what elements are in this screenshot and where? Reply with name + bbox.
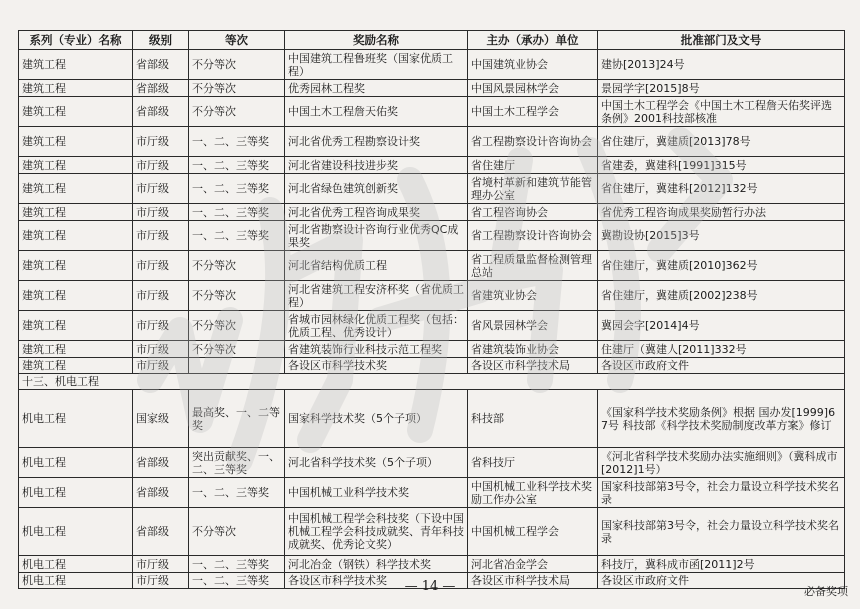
- cell-level: 市厅级: [133, 127, 189, 157]
- cell-organizer: 省住建厅: [468, 157, 598, 174]
- cell-organizer: 省工程勘察设计咨询协会: [468, 127, 598, 157]
- cell-approval: 国家科技部第3号令，社会力量设立科学技术奖名录: [598, 508, 845, 556]
- cell-award-name: 河北冶金（钢铁）科学技术奖: [285, 556, 468, 573]
- cell-level: 市厅级: [133, 174, 189, 204]
- cell-award-name: 中国建筑工程鲁班奖（国家优质工程）: [285, 50, 468, 80]
- cell-approval: 《国家科学技术奖励条例》根据 国办发[1999]67号 科技部《科学技术奖励制度改革方案》修订: [598, 390, 845, 448]
- cell-series: 建筑工程: [19, 251, 133, 281]
- page-number: — 14 —: [404, 579, 456, 594]
- cell-approval: 各设区市政府文件: [598, 358, 845, 374]
- cell-series: 建筑工程: [19, 204, 133, 221]
- cell-organizer: 中国风景园林学会: [468, 80, 598, 97]
- cell-series: 机电工程: [19, 478, 133, 508]
- cell-approval: 省住建厅，冀建科[2012]132号: [598, 174, 845, 204]
- cell-organizer: 省建筑装饰业协会: [468, 341, 598, 358]
- cell-series: 建筑工程: [19, 281, 133, 311]
- cell-award-name: 河北省建筑工程安济杯奖（省优质工程）: [285, 281, 468, 311]
- cell-award-name: 河北省建设科技进步奖: [285, 157, 468, 174]
- cell-series: 建筑工程: [19, 174, 133, 204]
- cell-level: 市厅级: [133, 157, 189, 174]
- cell-series: 机电工程: [19, 448, 133, 478]
- cell-organizer: 中国机械工业科学技术奖励工作办公室: [468, 478, 598, 508]
- cell-award-name: 国家科学技术奖（5个子项）: [285, 390, 468, 448]
- cell-approval: 冀勘设协[2015]3号: [598, 221, 845, 251]
- cell-series: 建筑工程: [19, 157, 133, 174]
- cell-organizer: 科技部: [468, 390, 598, 448]
- cell-level: 国家级: [133, 390, 189, 448]
- cell-grade: 一、二、三等奖: [189, 221, 285, 251]
- cell-approval: 冀园会字[2014]4号: [598, 311, 845, 341]
- cell-grade: 不分等次: [189, 508, 285, 556]
- cell-organizer: 各设区市科学技术局: [468, 573, 598, 589]
- cell-organizer: 河北省冶金学会: [468, 556, 598, 573]
- cell-award-name: 各设区市科学技术奖: [285, 358, 468, 374]
- cell-award-name: 河北省优秀工程咨询成果奖: [285, 204, 468, 221]
- table-body: [19, 50, 845, 589]
- cell-organizer: 中国土木工程学会: [468, 97, 598, 127]
- cell-series: 建筑工程: [19, 97, 133, 127]
- table-row: [19, 157, 845, 174]
- cell-series: 机电工程: [19, 390, 133, 448]
- cell-grade: 不分等次: [189, 97, 285, 127]
- cell-award-name: 各设区市科学技术奖: [285, 573, 468, 589]
- cell-series: 建筑工程: [19, 311, 133, 341]
- cell-organizer: 省建筑业协会: [468, 281, 598, 311]
- cell-grade: 一、二、三等奖: [189, 157, 285, 174]
- cell-approval: 《河北省科学技术奖励办法实施细则》（冀科成市[2012]1号）: [598, 448, 845, 478]
- cell-series: 建筑工程: [19, 50, 133, 80]
- table-row: [19, 358, 845, 374]
- cell-organizer: 省工程质量监督检测管理总站: [468, 251, 598, 281]
- cell-organizer: 中国建筑业协会: [468, 50, 598, 80]
- cell-organizer: 中国机械工程学会: [468, 508, 598, 556]
- cell-grade: [189, 358, 285, 374]
- cell-award-name: 河北省科学技术奖（5个子项）: [285, 448, 468, 478]
- corner-label: 必备奖项: [804, 585, 848, 598]
- cell-series: 建筑工程: [19, 127, 133, 157]
- cell-award-name: 河北省结构优质工程: [285, 251, 468, 281]
- table-row: [19, 251, 845, 281]
- cell-organizer: 省风景园林学会: [468, 311, 598, 341]
- cell-grade: 不分等次: [189, 281, 285, 311]
- cell-level: 市厅级: [133, 281, 189, 311]
- cell-approval: 建协[2013]24号: [598, 50, 845, 80]
- cell-series: 机电工程: [19, 556, 133, 573]
- cell-approval: 国家科技部第3号令，社会力量设立科学技术奖名录: [598, 478, 845, 508]
- header-level: 级别: [133, 31, 189, 50]
- cell-level: 市厅级: [133, 341, 189, 358]
- cell-approval: 景园学字[2015]8号: [598, 80, 845, 97]
- table-row: [19, 204, 845, 221]
- table-row: [19, 478, 845, 508]
- cell-approval: 省建委，冀建科[1991]315号: [598, 157, 845, 174]
- header-grade: 等次: [189, 31, 285, 50]
- cell-award-name: 河北省绿色建筑创新奖: [285, 174, 468, 204]
- cell-series: 建筑工程: [19, 341, 133, 358]
- cell-level: 市厅级: [133, 573, 189, 589]
- cell-organizer: 省科技厅: [468, 448, 598, 478]
- awards-table-container: [18, 30, 844, 589]
- cell-award-name: 省城市园林绿化优质工程奖（包括：优质工程、优秀设计）: [285, 311, 468, 341]
- table-row: [19, 174, 845, 204]
- table-row: [19, 50, 845, 80]
- cell-level: 省部级: [133, 478, 189, 508]
- cell-grade: 一、二、三等奖: [189, 174, 285, 204]
- cell-organizer: 各设区市科学技术局: [468, 358, 598, 374]
- cell-level: 市厅级: [133, 251, 189, 281]
- cell-grade: 不分等次: [189, 311, 285, 341]
- cell-level: 市厅级: [133, 221, 189, 251]
- cell-level: 省部级: [133, 448, 189, 478]
- cell-grade: 一、二、三等奖: [189, 478, 285, 508]
- cell-award-name: 中国土木工程詹天佑奖: [285, 97, 468, 127]
- cell-grade: 最高奖、一、二等奖: [189, 390, 285, 448]
- table-row: [19, 80, 845, 97]
- cell-award-name: 优秀园林工程奖: [285, 80, 468, 97]
- table-row: [19, 341, 845, 358]
- table-row: [19, 281, 845, 311]
- cell-organizer: 省工程勘察设计咨询协会: [468, 221, 598, 251]
- cell-award-name: 省建筑装饰行业科技示范工程奖: [285, 341, 468, 358]
- cell-grade: 不分等次: [189, 251, 285, 281]
- cell-approval: 中国土木工程学会《中国土木工程詹天佑奖评选条例》2001科技部核准: [598, 97, 845, 127]
- cell-level: 市厅级: [133, 311, 189, 341]
- cell-level: 市厅级: [133, 556, 189, 573]
- cell-grade: 一、二、三等奖: [189, 127, 285, 157]
- cell-award-name: 河北省勘察设计咨询行业优秀QC成果奖: [285, 221, 468, 251]
- table-row: [19, 221, 845, 251]
- cell-grade: 不分等次: [189, 80, 285, 97]
- cell-approval: 科技厅，冀科成市函[2011]2号: [598, 556, 845, 573]
- table-row: [19, 508, 845, 556]
- section-row: [19, 374, 845, 390]
- awards-table: [18, 30, 845, 589]
- cell-approval: 省优秀工程咨询成果奖励暂行办法: [598, 204, 845, 221]
- cell-approval: 省住建厅，冀建质[2002]238号: [598, 281, 845, 311]
- table-row: [19, 127, 845, 157]
- cell-approval: 各设区市政府文件: [598, 573, 845, 589]
- cell-grade: 一、二、三等奖: [189, 204, 285, 221]
- cell-grade: 突出贡献奖、一、二、三等奖: [189, 448, 285, 478]
- header-award-name: 奖励名称: [285, 31, 468, 50]
- table-row: [19, 97, 845, 127]
- header-approval: 批准部门及文号: [598, 31, 845, 50]
- cell-level: 省部级: [133, 50, 189, 80]
- cell-approval: 省住建厅，冀建质[2010]362号: [598, 251, 845, 281]
- cell-organizer: 省境村革新和建筑节能管理办公室: [468, 174, 598, 204]
- cell-organizer: 省工程咨询协会: [468, 204, 598, 221]
- table-row: [19, 311, 845, 341]
- cell-level: 市厅级: [133, 358, 189, 374]
- cell-award-name: 河北省优秀工程勘察设计奖: [285, 127, 468, 157]
- cell-award-name: 中国机械工程学会科技奖（下设中国机械工程学会科技成就奖、青年科技成就奖、优秀论文奖）: [285, 508, 468, 556]
- cell-series: 机电工程: [19, 508, 133, 556]
- cell-series: 建筑工程: [19, 80, 133, 97]
- header-organizer: 主办（承办）单位: [468, 31, 598, 50]
- cell-series: 建筑工程: [19, 221, 133, 251]
- cell-series: 建筑工程: [19, 358, 133, 374]
- cell-approval: 省住建厅，冀建质[2013]78号: [598, 127, 845, 157]
- cell-grade: 不分等次: [189, 50, 285, 80]
- cell-approval: 住建厅（冀建人[2011]332号: [598, 341, 845, 358]
- cell-level: 市厅级: [133, 204, 189, 221]
- cell-level: 省部级: [133, 508, 189, 556]
- cell-grade: 一、二、三等奖: [189, 573, 285, 589]
- cell-grade: 不分等次: [189, 341, 285, 358]
- table-row: [19, 390, 845, 448]
- cell-award-name: 中国机械工业科学技术奖: [285, 478, 468, 508]
- cell-grade: 一、二、三等奖: [189, 556, 285, 573]
- section-title: 十三、机电工程: [19, 374, 845, 390]
- cell-level: 省部级: [133, 80, 189, 97]
- table-row: [19, 556, 845, 573]
- cell-level: 省部级: [133, 97, 189, 127]
- cell-series: 机电工程: [19, 573, 133, 589]
- table-row: [19, 448, 845, 478]
- table-header-row: [19, 31, 845, 50]
- header-series: 系列（专业）名称: [19, 31, 133, 50]
